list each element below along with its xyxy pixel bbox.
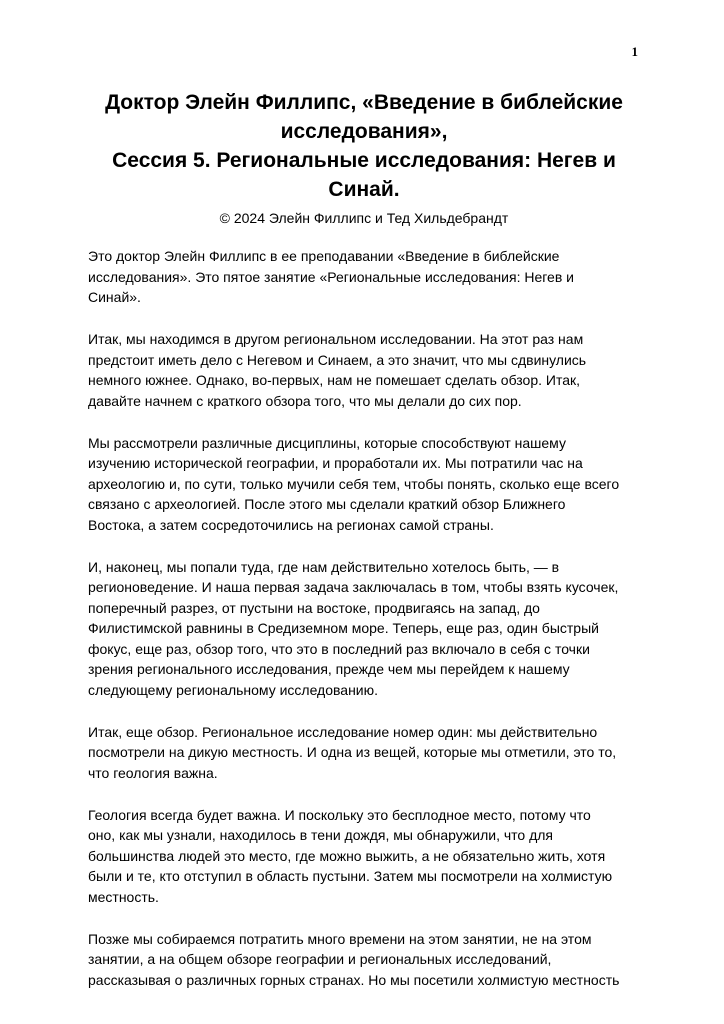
paragraph-line: Геология всегда будет важна. И поскольку это бесплодное место, потому что	[88, 806, 591, 823]
paragraph-line: зрения регионального исследования, прежде чем мы перейдем к нашему	[88, 661, 570, 677]
paragraph-line: фокус, еще раз, обзор того, что это в последний раз включало в себя с точки	[88, 640, 590, 657]
paragraph-line: немного южнее. Однако, во-первых, нам не помешает сделать обзор. Итак,	[88, 372, 581, 388]
page-number: 1	[631, 44, 638, 59]
title-line: Синай.	[328, 178, 400, 201]
body-paragraph	[88, 722, 640, 784]
paragraph-line: предстоит иметь дело с Негевом и Синаем, а это значит, что мы сдвинулись	[88, 351, 587, 368]
paragraph-line: рассказывая о различных горных странах. Но мы посетили холмистую местность	[88, 971, 620, 988]
paragraph-line: большинства людей это место, где можно выжить, а не обязательно жить, хотя	[88, 847, 606, 864]
body-paragraph	[88, 329, 640, 411]
document-body	[88, 246, 640, 1012]
paragraph-line: регионоведение. И наша первая задача заключалась в том, чтобы взять кусочек,	[88, 579, 619, 595]
body-paragraph	[88, 805, 640, 908]
paragraph-line: местность.	[88, 888, 159, 905]
paragraph-line: исследования». Это пятое занятие «Региональные исследования: Негев и	[88, 268, 574, 285]
paragraph-line: Востока, а затем сосредоточились на регионах самой страны.	[88, 516, 494, 533]
paragraph-line: Итак, мы находимся в другом региональном исследовании. На этот раз нам	[88, 331, 584, 347]
paragraph-line: Синай».	[88, 289, 141, 305]
paragraph-line: давайте начнем с краткого обзора того, что мы делали до сих пор.	[88, 392, 522, 409]
title-line: Доктор Элейн Филлипс, «Введение в библейские	[105, 91, 623, 114]
paragraph-line: Мы рассмотрели различные дисциплины, которые способствуют нашему	[88, 434, 566, 451]
paragraph-line: занятии, а на общем обзоре географии и региональных исследований,	[88, 951, 552, 967]
paragraph-line: Итак, еще обзор. Региональное исследование номер один: мы действительно	[88, 723, 598, 740]
paragraph-line: И, наконец, мы попали туда, где нам действительно хотелось быть, — в	[88, 558, 560, 575]
paragraph-line: Это доктор Элейн Филлипс в ее преподавании «Введение в библейские	[88, 248, 560, 264]
paragraph-line: изучению исторической географии, и проработали их. Мы потратили час на	[88, 455, 583, 471]
paragraph-line: Филистимской равнины в Средиземном море. Теперь, еще раз, один быстрый	[88, 620, 599, 636]
paragraph-line: оно, как мы узнали, находилось в тени дождя, мы обнаружили, что для	[88, 827, 554, 843]
paragraph-line: были и те, кто отступил в область пустыни. Затем мы посмотрели на холмистую	[88, 868, 613, 884]
body-paragraph	[88, 557, 640, 701]
paragraph-line: археологию и, по сути, только мучили себя тем, чтобы понять, сколько еще всего	[88, 475, 620, 492]
paragraph-line: поперечный разрез, от пустыни на востоке, продвигаясь на запад, до	[88, 599, 540, 616]
body-paragraph	[88, 929, 640, 991]
body-paragraph	[88, 433, 640, 536]
title-line: исследования»,	[280, 120, 448, 143]
paragraph-line: что геология важна.	[88, 764, 218, 781]
copyright-line: © 2024 Элейн Филлипс и Тед Хильдебрандт	[219, 210, 509, 226]
body-paragraph	[88, 246, 640, 308]
document-title	[80, 88, 648, 204]
paragraph-line: следующему региональному исследованию.	[88, 681, 379, 698]
title-line: Сессия 5. Региональные исследования: Негев и	[112, 149, 616, 172]
paragraph-line: посмотрели на дикую местность. И одна из вещей, которые мы отметили, это то,	[88, 744, 617, 760]
paragraph-line: Позже мы собираемся потратить много времени на этом занятии, не на этом	[88, 930, 592, 947]
paragraph-line: связано с археологией. После этого мы сделали краткий обзор Ближнего	[88, 496, 566, 512]
